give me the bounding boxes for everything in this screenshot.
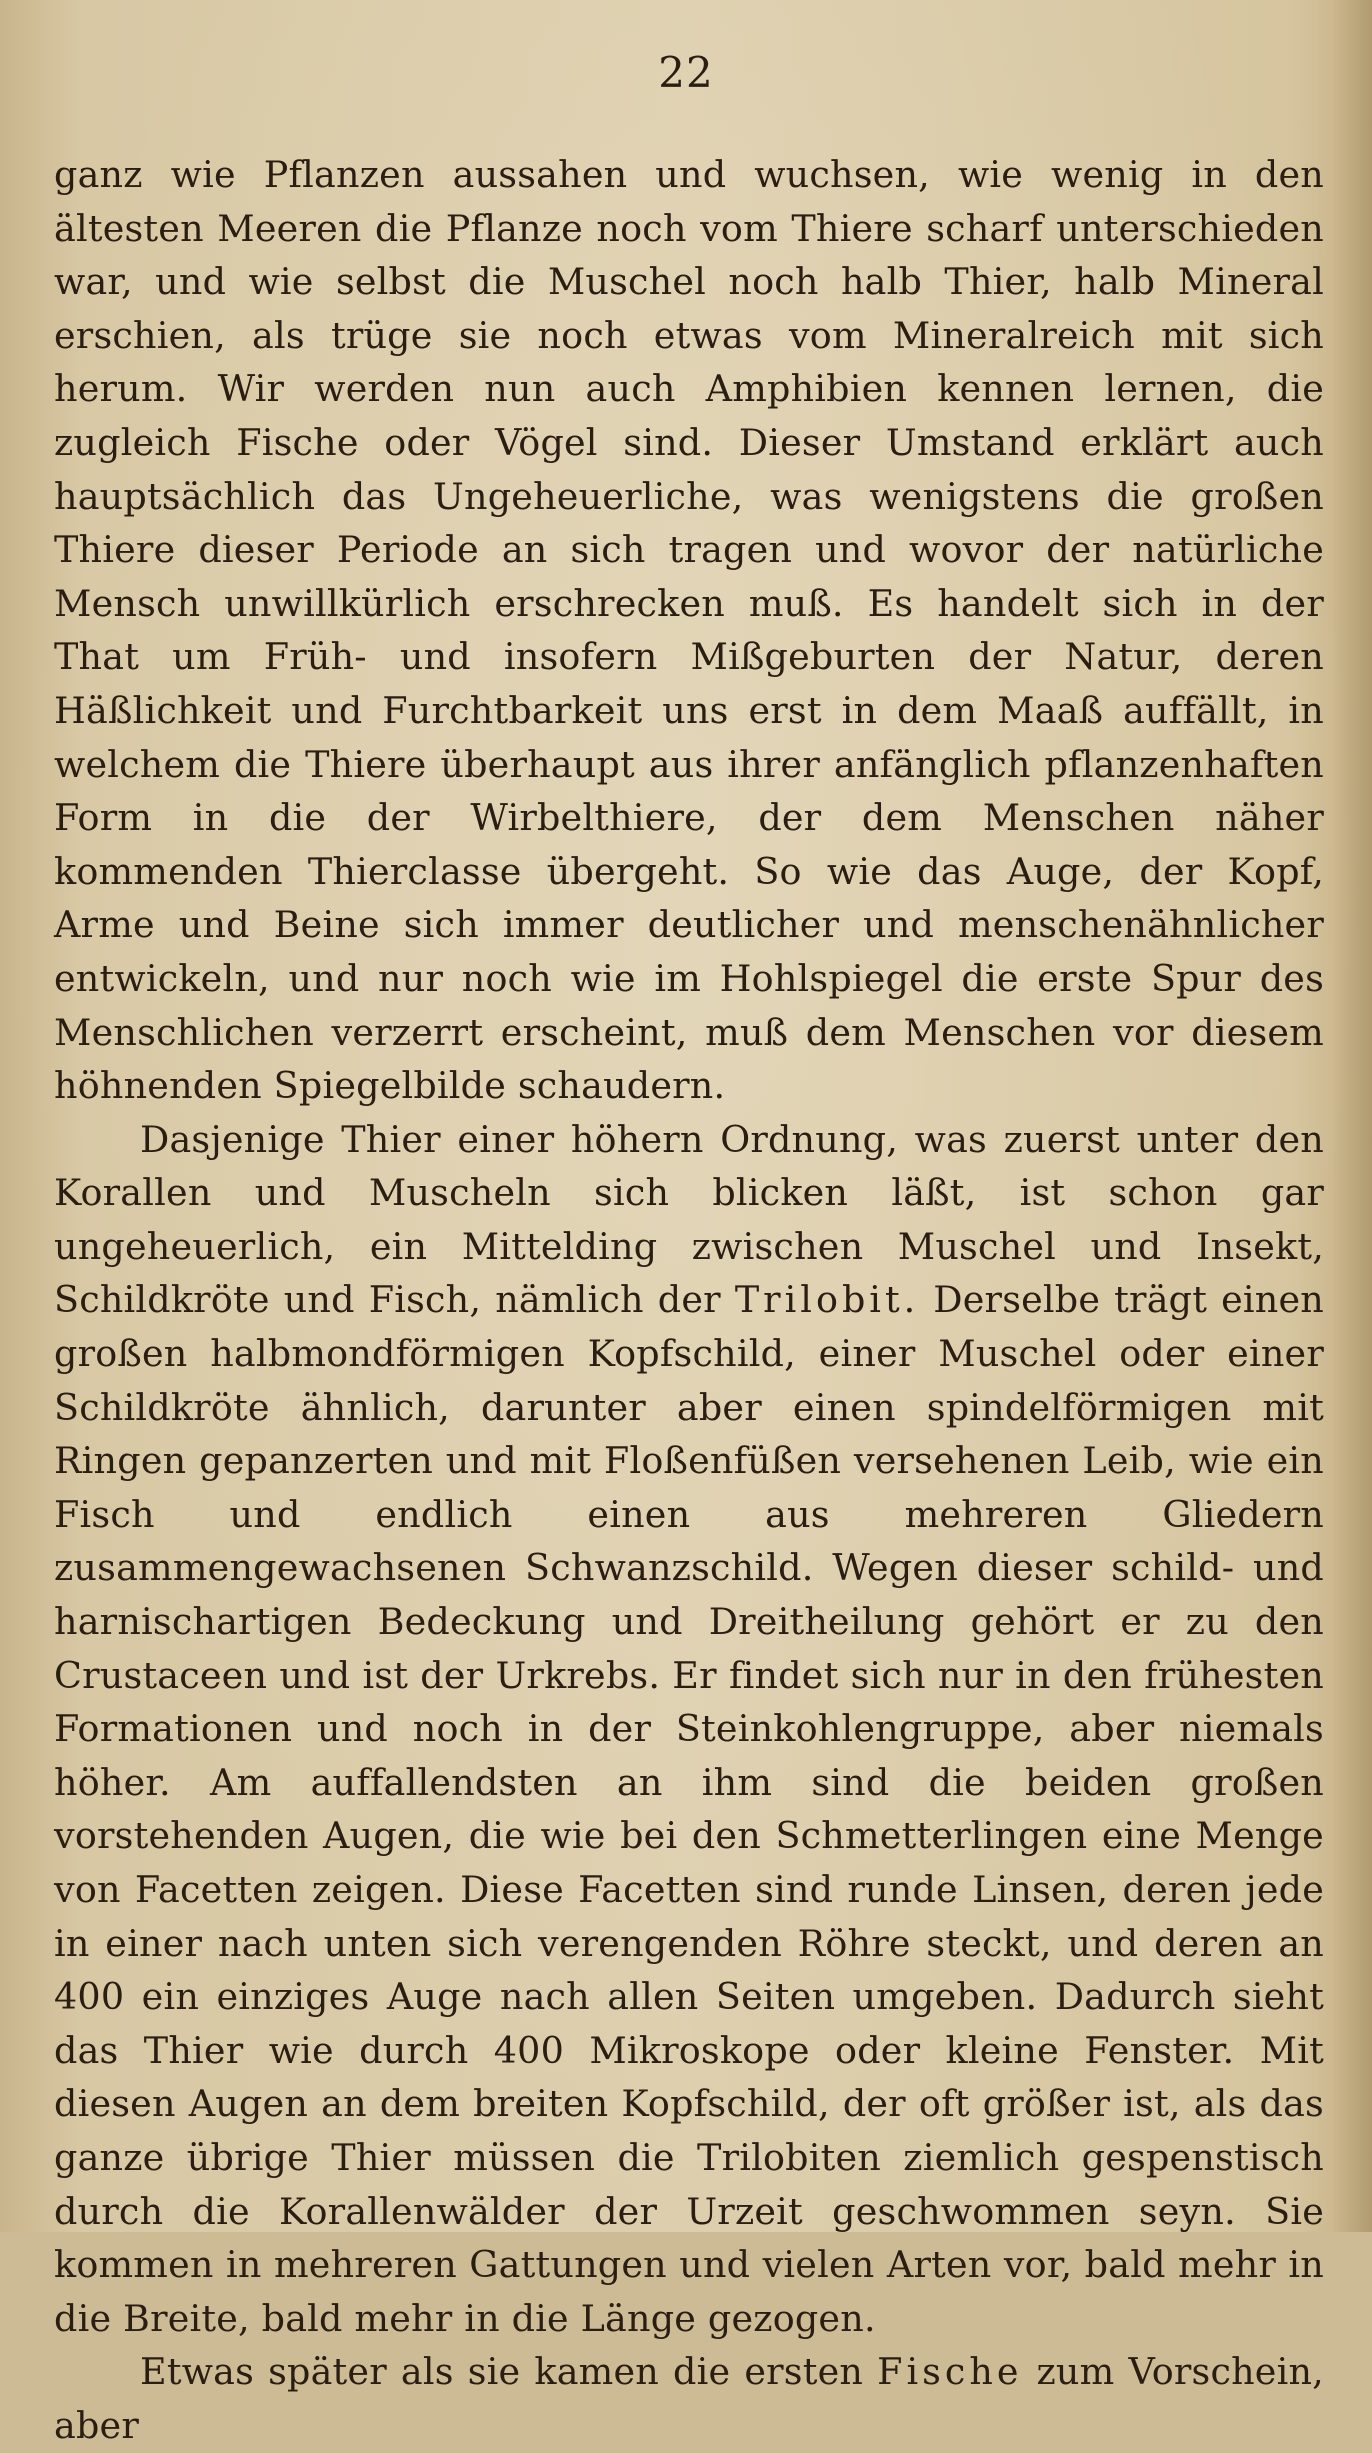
emphasized-term: Fische: [877, 2350, 1023, 2394]
body-text: [54, 148, 1324, 2453]
page-edge-shadow: [1332, 0, 1372, 2232]
emphasized-term: Trilobit.: [734, 1278, 920, 1322]
paragraph: [54, 1113, 1324, 2346]
paragraph: ganz wie Pflanzen aussahen und wuchsen, wie wenig in den ältesten Meeren die Pflanze noch vom Thiere scharf unterschieden war, und wie selbst die Muschel noch halb Thier, halb Mineral erschien, als trüge sie noch etwas vom Mineralreich mit sich herum. Wir werden nun auch Amphibien kennen lernen, die zugleich Fische oder Vögel sind. Dieser Umstand erklärt auch hauptsächlich das Ungeheuerliche, was wenigstens die großen Thiere dieser Periode an sich tragen und wovor der natürliche Mensch unwillkürlich erschrecken muß. Es handelt sich in der That um Früh- und insofern Mißgeburten der Natur, deren Häßlichkeit und Furchtbarkeit uns erst in dem Maaß auffällt, in welchem die Thiere überhaupt aus ihrer anfänglich pflanzenhaften Form in die der Wirbelthiere, der dem Menschen näher kommenden Thierclasse übergeht. So wie das Auge, der Kopf, Arme und Beine sich immer deutlicher und menschenähnlicher entwickeln, und nur noch wie im Hohlspiegel die erste Spur des Menschlichen verzerrt erscheint, muß dem Menschen vor diesem höhnenden Spiegelbilde schaudern.: [54, 153, 1324, 1108]
paragraph-text: zum Vorschein, aber: [54, 2350, 1324, 2447]
paragraph-text: Etwas später als sie kamen die ersten: [140, 2350, 878, 2394]
page-number: 22: [658, 48, 714, 97]
paragraph: [54, 2345, 1324, 2452]
paragraph-text: Derselbe trägt einen großen halbmondförmigen Kopfschild, einer Muschel oder einer Schildkröte ähnlich, darunter aber einen spindelförmigen mit Ringen gepanzerten und mit Floßenfüßen versehenen Leib, wie ein Fisch und endlich einen aus mehreren Gliedern zusammengewachsenen Schwanzschild. Wegen dieser schild- und harnischartigen Bedeckung und Dreitheilung gehört er zu den Crustaceen und ist der Urkrebs. Er findet sich nur in den frühesten Formationen und noch in der Steinkohlengruppe, aber niemals höher. Am auffallendsten an ihm sind die beiden großen vorstehenden Augen, die wie bei den Schmetterlingen eine Menge von Facetten zeigen. Diese Facetten sind runde Linsen, deren jede in einer nach unten sich verengenden Röhre steckt, und deren an 400 ein einziges Auge nach allen Seiten umgeben. Dadurch sieht das Thier wie durch 400 Mikroskope oder kleine Fenster. Mit diesen Augen an dem breiten Kopfschild, der oft größer ist, als das ganze übrige Thier müssen die Trilobiten ziemlich gespenstisch durch die Korallenwälder der Urzeit geschwommen seyn. Sie kommen in mehreren Gattungen und vielen Arten vor, bald mehr in die Breite, bald mehr in die Länge gezogen.: [54, 1278, 1324, 2340]
paragraph-text: Dasjenige Thier einer höhern Ordnung, was zuerst unter den Korallen und Muscheln sich blicken läßt, ist schon gar ungeheuerlich, ein Mittelding zwischen Muschel und Insekt, Schildkröte und Fisch, nämlich der: [54, 1117, 1324, 1322]
